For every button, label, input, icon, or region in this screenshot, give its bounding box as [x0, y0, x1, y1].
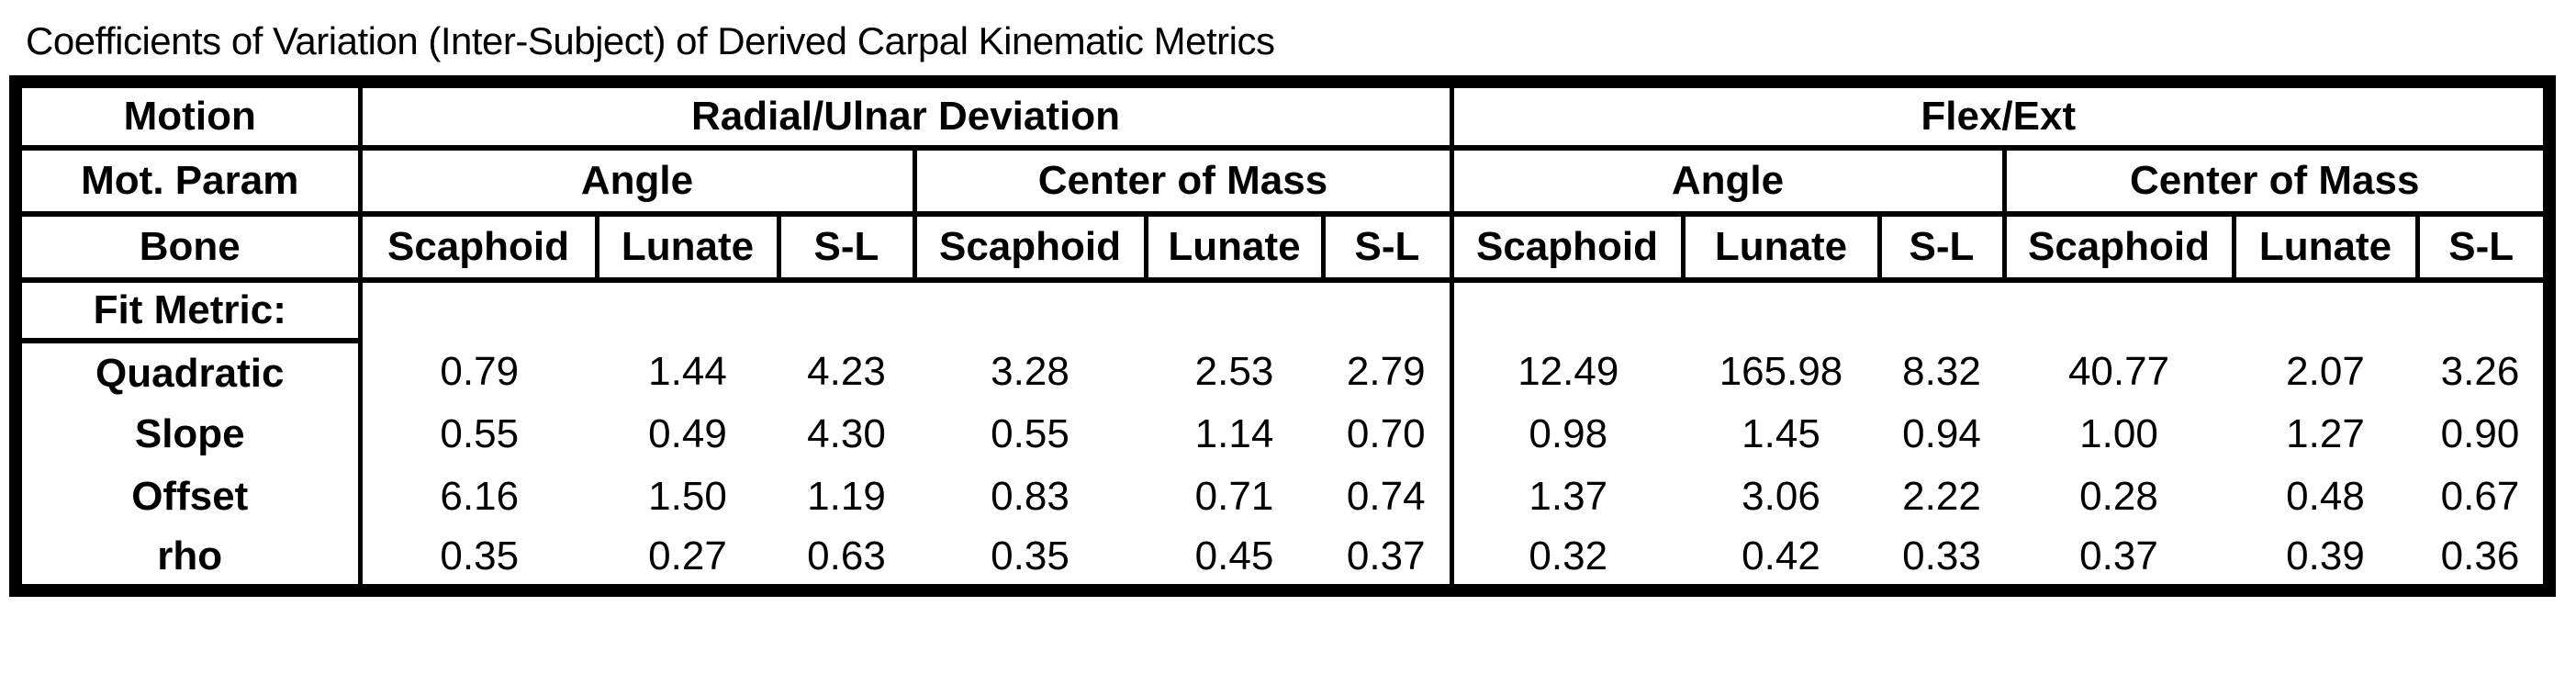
value-cell: 0.90: [2440, 411, 2520, 457]
param-group-fe-angle: Angle: [1451, 148, 2004, 214]
value-cell: 1.45: [1742, 411, 1820, 457]
bone-header-ru-com-lunate: Lunate: [1146, 214, 1323, 280]
value-cell: 3.28: [991, 349, 1070, 395]
motion-param-row-label: Mot. Param: [16, 148, 360, 214]
data-row-slope: [16, 403, 2549, 466]
bone-header-fe-angle-lunate: Lunate: [1683, 214, 1879, 280]
value-cell: 0.35: [991, 533, 1070, 578]
row-label-offset: Offset: [16, 466, 360, 528]
bone-header-fe-angle-sl: S-L: [1879, 214, 2004, 280]
fit-metric-spacer-right: [1451, 280, 2549, 341]
data-row-rho: [16, 528, 2549, 590]
value-cell: 8.32: [1902, 349, 1981, 395]
bone-row-label: Bone: [16, 214, 360, 280]
value-cell: 0.70: [1323, 403, 1451, 466]
value-cell: 1.14: [1194, 411, 1274, 457]
data-row-offset: [16, 466, 2549, 528]
value-cell: 1.37: [1529, 474, 1608, 520]
row-label-quadratic: Quadratic: [16, 341, 360, 403]
value-cell: 0.74: [1323, 466, 1451, 528]
value-cell: 0.27: [648, 533, 727, 578]
value-cell: 1.50: [648, 474, 727, 520]
value-cell: 0.98: [1529, 411, 1608, 457]
page-title: Coefficients of Variation (Inter-Subject) of Derived Carpal Kinematic Metrics: [26, 19, 1275, 62]
value-cell: 1.19: [807, 474, 886, 520]
motion-group-flex-ext: Flex/Ext: [1451, 82, 2549, 148]
value-cell: 2.79: [1323, 341, 1451, 403]
coefficients-of-variation-table: [9, 75, 2556, 597]
fit-metric-spacer-left: [360, 280, 1451, 341]
value-cell: 165.98: [1719, 349, 1843, 395]
value-cell: 0.63: [807, 533, 886, 578]
value-cell: 3.06: [1742, 474, 1820, 520]
bone-header-fe-com-sl: S-L: [2417, 214, 2549, 280]
bone-header-fe-com-lunate: Lunate: [2234, 214, 2417, 280]
bone-header-ru-angle-sl: S-L: [778, 214, 914, 280]
value-cell: 2.53: [1194, 349, 1274, 395]
value-cell: 0.67: [2440, 474, 2520, 520]
value-cell: 2.22: [1902, 474, 1981, 520]
value-cell: 0.42: [1742, 533, 1820, 578]
row-label-slope: Slope: [16, 403, 360, 466]
value-cell: 0.55: [991, 411, 1070, 457]
value-cell: 0.35: [440, 533, 520, 578]
value-cell: 4.23: [807, 349, 886, 395]
data-row-quadratic: [16, 341, 2549, 403]
value-cell: 0.71: [1194, 474, 1274, 520]
motion-header-row: [16, 82, 2549, 148]
value-cell: 0.45: [1194, 533, 1274, 578]
value-cell: 40.77: [2067, 349, 2170, 395]
value-cell: 0.37: [1323, 528, 1451, 590]
motion-row-label: Motion: [16, 82, 360, 148]
value-cell: 0.48: [2286, 474, 2365, 520]
bone-header-fe-angle-scaphoid: Scaphoid: [1451, 214, 1683, 280]
bone-header-ru-angle-scaphoid: Scaphoid: [360, 214, 597, 280]
value-cell: 0.49: [648, 411, 727, 457]
value-cell: 1.00: [2079, 411, 2158, 457]
bone-header-fe-com-scaphoid: Scaphoid: [2004, 214, 2234, 280]
param-group-ru-angle: Angle: [360, 148, 914, 214]
bone-header-row: [16, 214, 2549, 280]
value-cell: 12.49: [1518, 349, 1619, 395]
value-cell: 0.94: [1902, 411, 1981, 457]
value-cell: 0.79: [440, 349, 520, 395]
value-cell: 0.55: [440, 411, 520, 457]
value-cell: 0.83: [991, 474, 1070, 520]
fit-metric-label: Fit Metric:: [16, 280, 360, 341]
motion-group-radial-ulnar-deviation: Radial/Ulnar Deviation: [360, 82, 1451, 148]
fit-metric-row: [16, 280, 2549, 341]
param-group-ru-center-of-mass: Center of Mass: [914, 148, 1451, 214]
value-cell: 4.30: [807, 411, 886, 457]
bone-header-ru-angle-lunate: Lunate: [597, 214, 778, 280]
value-cell: 0.39: [2286, 533, 2365, 578]
value-cell: 0.28: [2079, 474, 2158, 520]
value-cell: 0.33: [1902, 533, 1981, 578]
bone-header-ru-com-sl: S-L: [1323, 214, 1451, 280]
value-cell: 0.37: [2079, 533, 2158, 578]
row-label-rho: rho: [16, 528, 360, 590]
value-cell: 3.26: [2440, 349, 2520, 395]
motion-param-header-row: [16, 148, 2549, 214]
value-cell: 1.44: [648, 349, 727, 395]
param-group-fe-center-of-mass: Center of Mass: [2004, 148, 2549, 214]
value-cell: 0.32: [1529, 533, 1608, 578]
value-cell: 1.27: [2286, 411, 2365, 457]
value-cell: 2.07: [2286, 349, 2365, 395]
value-cell: 0.36: [2440, 533, 2520, 578]
value-cell: 6.16: [440, 474, 520, 520]
bone-header-ru-com-scaphoid: Scaphoid: [914, 214, 1146, 280]
